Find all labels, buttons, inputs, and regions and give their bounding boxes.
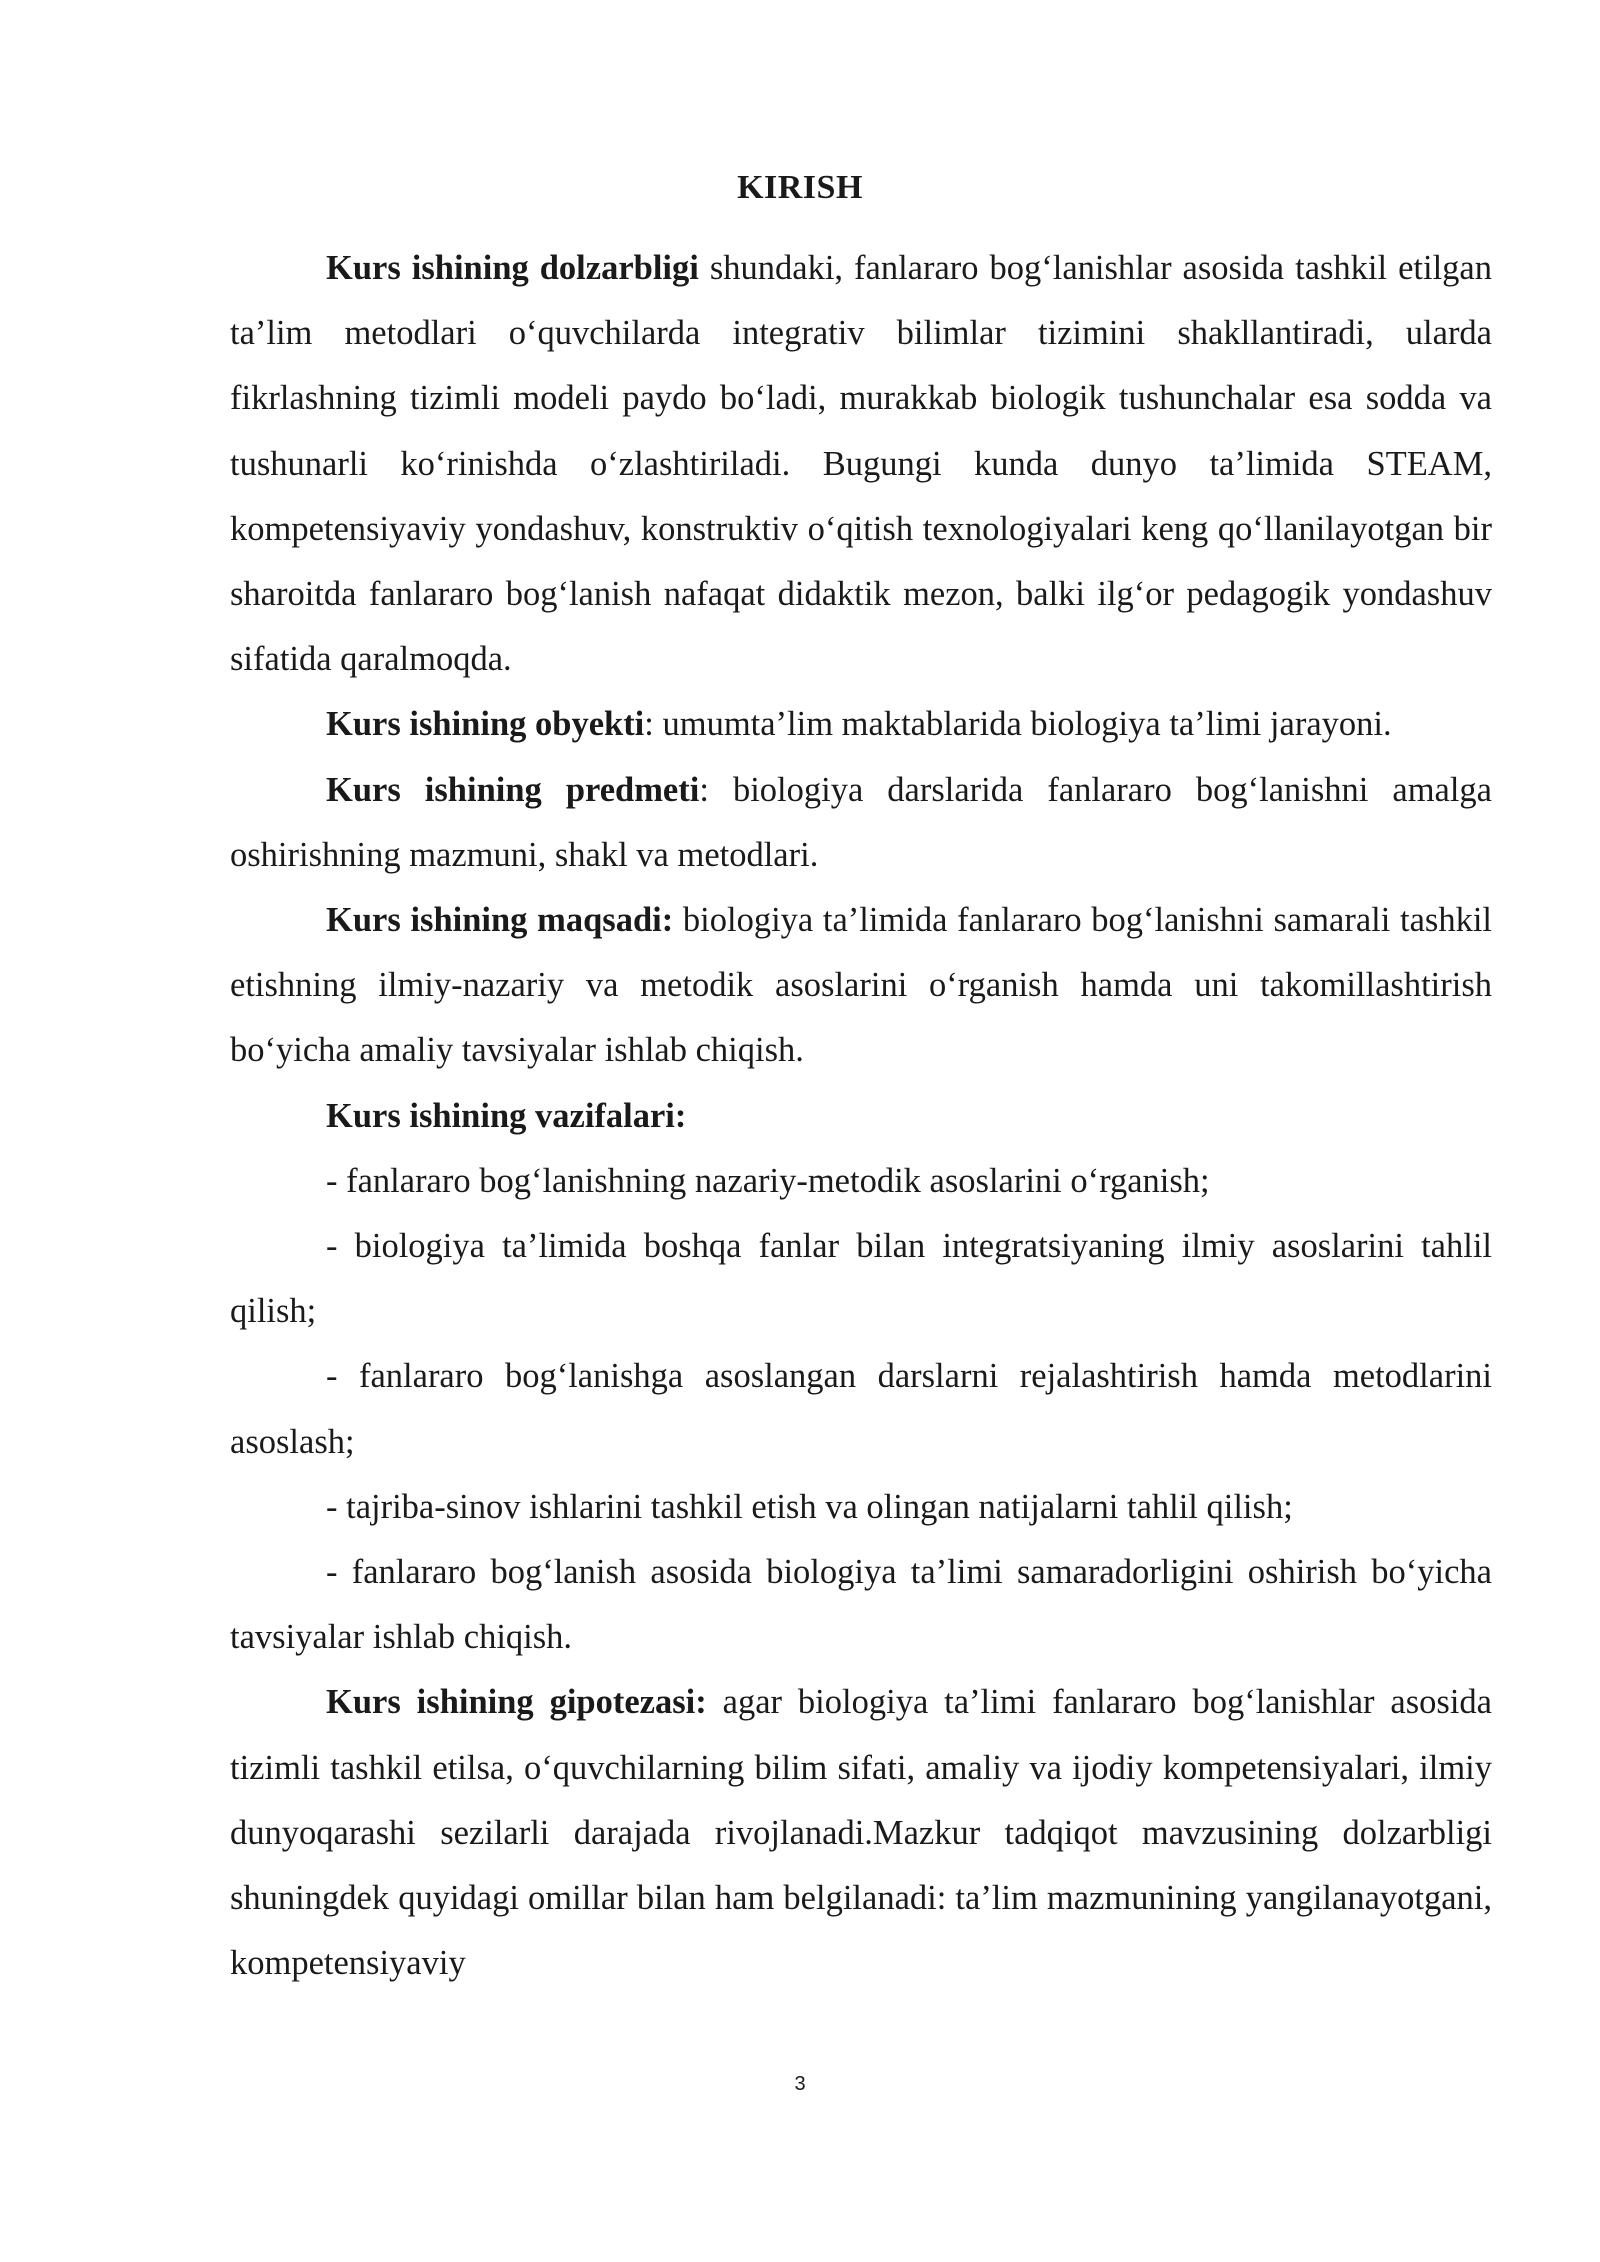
object-text: : umumta’lim maktablarida biologiya ta’limi jarayoni. [644, 705, 1392, 744]
subject-text: : biologiya darslarida fanlararo bog‘lanishni amalga oshirishning mazmuni, shakl va metodlari. [230, 770, 1492, 874]
paragraph-relevance [230, 236, 1492, 692]
document-body [230, 236, 1492, 1996]
object-heading: Kurs ishining obyekti [326, 705, 645, 744]
task-item: - fanlararo bog‘lanishga asoslangan darslarni rejalashtirish hamda metodlarini asoslash; [230, 1357, 1492, 1461]
tasks-heading: Kurs ishining vazifalari: [326, 1096, 687, 1135]
paragraph-tasks-heading [230, 1084, 1492, 1149]
task-item: - biologiya ta’limida boshqa fanlar bilan integratsiyaning ilmiy asoslarini tahlil qilish; [230, 1227, 1492, 1331]
page-number: 3 [794, 2073, 806, 2095]
task-item: - fanlararo bog‘lanish asosida biologiya ta’limi samaradorligini oshirish bo‘yicha tavsiyalar ishlab chiqish. [230, 1553, 1492, 1657]
paragraph-goal [230, 888, 1492, 1084]
relevance-heading: Kurs ishining dolzarbligi [326, 249, 699, 287]
page-title: KIRISH [737, 169, 863, 206]
paragraph-object [230, 692, 1492, 757]
task-item: - tajriba-sinov ishlarini tashkil etish va olingan natijalarni tahlil qilish; [326, 1487, 1293, 1526]
paragraph-subject [230, 758, 1492, 888]
paragraph-hypothesis [230, 1670, 1492, 1996]
goal-text: biologiya ta’limida fanlararo bog‘lanishni samarali tashkil etishning ilmiy-nazariy va metodik asoslarini o‘rganish hamda uni takomillashtirish bo‘yicha amaliy tavsiyalar ishlab chiqish. [230, 901, 1492, 1070]
task-item: - fanlararo bog‘lanishning nazariy-metodik asoslarini o‘rganish; [326, 1161, 1210, 1200]
hypothesis-text: agar biologiya ta’limi fanlararo bog‘lanishlar asosida tizimli tashkil etilsa, o‘quvchilarning bilim sifati, amaliy va ijodiy kompetensiyalari, ilmiy dunyoqarashi sezilarli darajada rivojlanadi.Mazkur tadqiqot mavzusining dolzarbligi shuningdek quyidagi omillar bilan ham belgilanadi: ta’lim mazmunining yangilanayotgani, kompetensiyaviy [230, 1683, 1492, 1983]
goal-heading: Kurs ishining maqsadi: [326, 901, 674, 940]
hypothesis-heading: Kurs ishining gipotezasi: [326, 1683, 707, 1722]
subject-heading: Kurs ishining predmeti [326, 770, 700, 809]
relevance-text: shundaki, fanlararo bog‘lanishlar asosida tashkil etilgan ta’lim metodlari o‘quvchilarda integrativ bilimlar tizimini shakllantiradi, ularda fikrlashning tizimli modeli paydo bo‘ladi, murakkab biologik tushunchalar esa sodda va tushunarli ko‘rinishda o‘zlashtiriladi. Bugungi kunda dunyo ta’limida STEAM, kompetensiyaviy yondashuv, konstruktiv o‘qitish texnologiyalari keng qo‘llanilayotgan bir sharoitda fanlararo bog‘lanish nafaqat didaktik mezon, balki ilg‘or pedagogik yondashuv sifatida qaralmoqda. [230, 249, 1492, 679]
